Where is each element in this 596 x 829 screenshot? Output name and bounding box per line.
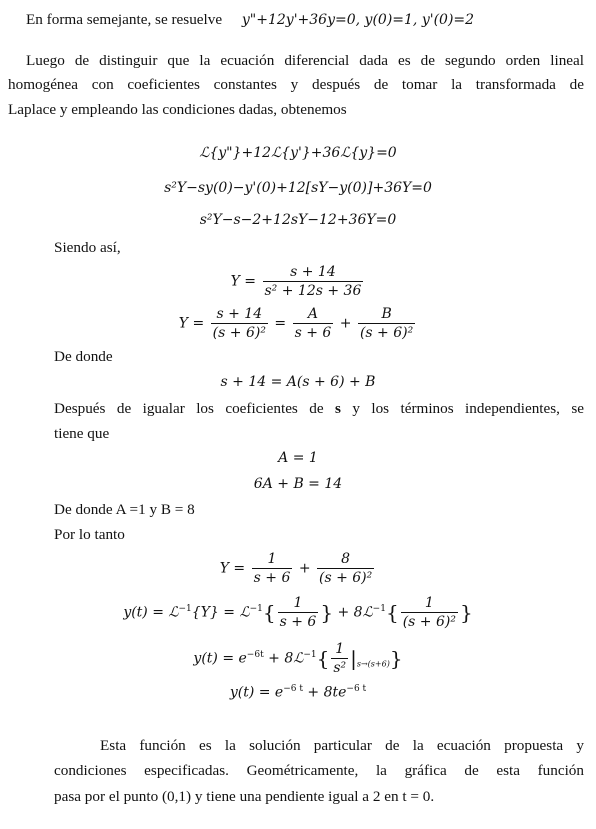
eqY2-A: A [293, 305, 334, 324]
eqY3-d1: s + 6 [253, 570, 291, 586]
equation-final [0, 684, 596, 701]
final-lhs: y(t) = e [229, 684, 284, 701]
paragraph-3-line-2: condiciones especificadas. Geométricamente, la gráfica de esta función [54, 762, 584, 779]
inv1-mid: {Y} = ℒ [191, 604, 250, 621]
eqY2-denominator: (s + 6)² [212, 325, 266, 341]
inv2-exponent: −6t [246, 649, 264, 660]
final-exp2: −6 t [346, 684, 367, 694]
paragraph-3-line-3: pasa por el punto (0,1) y tiene una pendiente igual a 2 en t = 0. [54, 788, 435, 805]
inv2-shift: s→(s+6) [356, 659, 390, 669]
eqY2-B-den: (s + 6)² [359, 325, 414, 341]
eqY2-B: B [358, 305, 415, 324]
paragraph-1-line-3: Laplace y empleando las condiciones dadas, obtenemos [8, 101, 347, 118]
inv2-lhs: y(t) = e [193, 650, 247, 667]
inv1-n1: 1 [278, 594, 319, 613]
paragraph-2-bold-s: s [335, 400, 341, 417]
paragraph-1 [8, 52, 584, 70]
paragraph-1-line-2: homogénea con coeficientes constantes y después de tomar la transformada de [8, 76, 584, 93]
eqY2-A-den: s + 6 [294, 325, 332, 341]
equation-Y-quotient [0, 263, 596, 300]
final-mid: + 8te [307, 684, 347, 701]
equation-inverse-1: y(t) = ℒ$^{-1}${Y} = ℒ$^{-1}${ $\frac{1}{s + 6}$ } + 8ℒ$^{-1}${ $\frac{1}{\text{(s + 6)²}}$ } [123, 595, 473, 630]
inv2-n: 1 [331, 640, 348, 659]
paragraph-2-part-a: Después de igualar los coeficientes de [54, 400, 324, 417]
equation-laplace: ℒ{y"}+12ℒ{y'}+36ℒ{y}=0 [199, 145, 397, 161]
equation-B: 6A + B = 14 [253, 476, 343, 492]
inv1-coef: + 8ℒ [337, 604, 373, 621]
intro-text [26, 11, 474, 29]
inv1-n2: 1 [401, 594, 458, 613]
equation-A: A = 1 [278, 450, 318, 466]
eqY3-lhs: Y = [219, 560, 246, 577]
equation-transformed: s²Y−sy(0)−y'(0)+12[sY−y(0)]+36Y=0 [164, 180, 432, 196]
eqY3-d2: (s + 6)² [319, 570, 373, 586]
paragraph-2-line-2: tiene que [54, 425, 110, 442]
equation-Y-decomposed: Y = $\frac{1}{s + 6}$ + $\frac{8}{\text{(s + 6)²}}$ [219, 551, 373, 586]
label-de-donde-1: De donde [54, 348, 113, 365]
label-siendo-asi: Siendo así, [54, 239, 121, 256]
intro-label: En forma semejante, se resuelve [26, 11, 223, 28]
equation-inverse-2: $y(t) = e^{-6t}$ + 8ℒ$^{-1}${ $\frac{1}{\text{s²}}$ $|_{s\to(s+6)}$} [193, 641, 403, 676]
final-exp1: −6 t [283, 684, 303, 694]
inv1-d2: (s + 6)² [402, 614, 456, 630]
paragraph-3-line-1-text: Esta función es la solución particular de la ecuación propuesta y [100, 737, 584, 754]
eqY1-lhs: Y = [230, 273, 257, 290]
eqY3-n2: 8 [317, 550, 374, 569]
equation-Y-partial-fractions: Y = $\frac{s + 14}{\text{(s + 6)²}}$ = $\frac{A}{s + 6}$ + $\frac{B}{\text{(s + 6)²}}$ [178, 306, 414, 341]
inv1-inverse-mark: −1 [178, 603, 192, 614]
equation-simplified: s²Y−s−2+12sY−12+36Y=0 [199, 212, 397, 228]
eqY2-numerator: s + 14 [211, 305, 268, 324]
intro-equation: y"+12y'+36y=0, y(0)=1, y'(0)=2 [241, 12, 475, 28]
paragraph-3-line-1 [54, 737, 584, 755]
inv2-d: s² [333, 660, 347, 676]
inv1-lhs: y(t) = ℒ [123, 604, 179, 621]
inv2-coef: + 8ℒ [268, 650, 304, 667]
eqY1-denominator: s² + 12s + 36 [264, 283, 362, 299]
equation-identity: s + 14 = A(s + 6) + B [220, 374, 376, 390]
label-por-lo-tanto: Por lo tanto [54, 526, 125, 543]
eqY2-lhs: Y = [178, 315, 205, 332]
paragraph-1-line-1: Luego de distinguir que la ecuación diferencial dada es de segundo orden lineal [26, 52, 584, 69]
inv1-d1: s + 6 [279, 614, 317, 630]
paragraph-2-line-1 [54, 400, 584, 418]
paragraph-2-part-b: y los términos independientes, se [352, 400, 585, 417]
result-A-B: De donde A =1 y B = 8 [54, 501, 195, 518]
eqY3-n1: 1 [252, 550, 293, 569]
eqY1-numerator: s + 14 [263, 263, 364, 282]
